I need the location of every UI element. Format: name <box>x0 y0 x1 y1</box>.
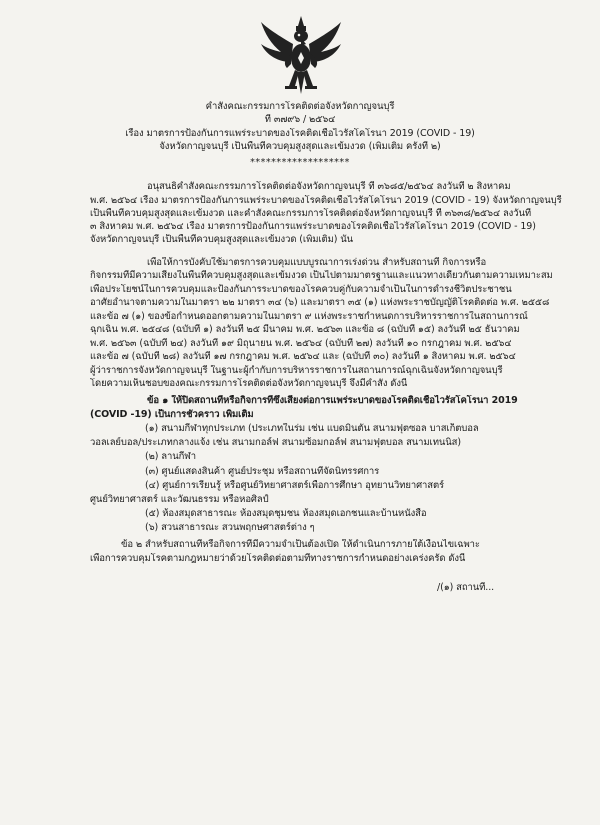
body-line: อนุสนธิคำสั่งคณะกรรมการโรคติดต่อจังหวัดกาญจนบุรี ที่ ๓๖๘๕/๒๕๖๔ ลงวันที่ ๒ สิงหาคม <box>147 181 511 192</box>
clause-1-heading: ข้อ ๑ ให้ปิดสถานที่หรือกิจการที่ซึ่งเสี่ยงต่อการแพร่ระบาดของโรคติดเชื้อไวรัสโคโรนา 2019 <box>147 395 518 406</box>
body-line: โดยความเห็นชอบของคณะกรรมการโรคติดต่อจังหวัดกาญจนบุรี จึงมีคำสั่ง ดังนี้ <box>90 378 408 389</box>
list-item: (๖) สวนสาธารณะ สวนพฤกษศาสตร์ต่าง ๆ <box>145 522 315 533</box>
body-line: ๓ สิงหาคม พ.ศ. ๒๕๖๔ เรื่อง มาตรการป้องกันการแพร่ระบาดของโรคติดเชื้อไวรัสโคโรนา 2019 (COVID - 19) <box>90 221 536 232</box>
list-item: (๕) ห้องสมุดสาธารณะ ห้องสมุดชุมชน ห้องสมุดเอกชนและบ้านหนังสือ <box>145 508 427 519</box>
subject-line-1: เรื่อง มาตรการป้องกันการแพร่ระบาดของโรคติดเชื้อไวรัสโคโรนา 2019 (COVID - 19) <box>125 128 475 139</box>
clause-2: ข้อ ๒ สำหรับสถานที่หรือกิจการที่มีความจำเป็นต้องเปิด ให้ดำเนินการภายใต้เงื่อนไขเฉพาะ <box>121 539 480 550</box>
list-item: ศูนย์วิทยาศาสตร์ และวัฒนธรรม หรือหอศิลป์ <box>90 494 269 505</box>
list-item: (๒) ลานกีฬา <box>145 451 196 462</box>
body-line: เป็นพื้นที่ควบคุมสูงสุดและเข้มงวด และคำสั่งคณะกรรมการโรคติดต่อจังหวัดกาญจนบุรี ที่ ๓๖๓๘/๒๕๖๔ ลงวันที่ <box>90 208 532 219</box>
body-line: กิจกรรมที่มีความเสี่ยงในพื้นที่ควบคุมสูงสุดและเข้มงวด เป็นไปตามมาตรฐานและแนวทางเดียวกันตามความเหมาะสม <box>90 270 553 281</box>
list-item: (๑) สนามกีฬาทุกประเภท (ประเภทในร่ม เช่น แบดมินตัน สนามฟุตซอล บาสเก็ตบอล <box>145 423 479 434</box>
list-item: (๔) ศูนย์การเรียนรู้ หรือศูนย์วิทยาศาสตร์เพื่อการศึกษา อุทยานวิทยาศาสตร์ <box>145 480 445 491</box>
body-line: เพื่อให้การบังคับใช้มาตรการควบคุมแบบบูรณาการเร่งด่วน สำหรับสถานที่ กิจการหรือ <box>147 257 487 268</box>
order-number: ที่ ๓๗๙๖ / ๒๕๖๔ <box>264 114 336 125</box>
body-line: และข้อ ๗ (๑) ของข้อกำหนดออกตามความในมาตรา ๙ แห่งพระราชกำหนดการบริหารราชการในสถานการณ์ <box>90 311 528 322</box>
list-item: วอลเลย์บอล/ประเภทกลางแจ้ง เช่น สนามกอล์ฟ สนามซ้อมกอล์ฟ สนามฟุตบอล สนามเทนนิส) <box>90 437 461 448</box>
subject-line-2: จังหวัดกาญจนบุรี เป็นพื้นที่ควบคุมสูงสุดและเข้มงวด (เพิ่มเติม ครั้งที่ ๒) <box>159 141 441 152</box>
list-item: (๓) ศูนย์แสดงสินค้า ศูนย์ประชุม หรือสถานที่จัดนิทรรศการ <box>145 466 380 477</box>
body-line: เพื่อประโยชน์ในการควบคุมและป้องกันการระบาดของโรคควบคู่กับความจำเป็นในการดำรงชีวิตประชาชน <box>90 284 512 295</box>
clause-1-heading-cont: (COVID -19) เป็นการชั่วคราว เพิ่มเติม <box>90 409 254 420</box>
body-line: จังหวัดกาญจนบุรี เป็นพื้นที่ควบคุมสูงสุดและเข้มงวด (เพิ่มเติม) นั้น <box>90 234 354 245</box>
body-line: และข้อ ๗ (ฉบับที่ ๒๘) ลงวันที่ ๑๗ กรกฎาคม พ.ศ. ๒๕๖๔ และ (ฉบับที่ ๓๐) ลงวันที่ ๑ สิงหาคม พ.ศ. ๒๕๖๔ <box>90 351 516 362</box>
body-line: ฉุกเฉิน พ.ศ. ๒๕๔๘ (ฉบับที่ ๑) ลงวันที่ ๒๕ มีนาคม พ.ศ. ๒๕๖๓ และข้อ ๘ (ฉบับที่ ๑๕) ลงวันที่ ๒๕ ธันวาคม <box>90 324 520 335</box>
agency-title: คำสั่งคณะกรรมการโรคติดต่อจังหวัดกาญจนบุรี <box>205 101 395 112</box>
body-line: พ.ศ. ๒๕๖๔ เรื่อง มาตรการป้องกันการแพร่ระบาดของโรคติดเชื้อไวรัสโคโรนา 2019 (COVID - 19) จังหวัดกาญจนบุรี <box>90 195 562 206</box>
clause-2-cont: เพื่อการควบคุมโรคตามกฎหมายว่าด้วยโรคติดต่อตามที่ทางราชการกำหนดอย่างเคร่งครัด ดังนี้ <box>90 553 466 564</box>
body-line: อาศัยอำนาจตามความในมาตรา ๒๒ มาตรา ๓๔ (๖) และมาตรา ๓๕ (๑) แห่งพระราชบัญญัติโรคติดต่อ พ.ศ. ๒๕๕๘ <box>90 297 550 308</box>
continuation-marker: /(๑) สถานที่... <box>437 582 495 593</box>
body-line: ผู้ว่าราชการจังหวัดกาญจนบุรี ในฐานะผู้กำกับการบริหารราชการในสถานการณ์ฉุกเฉินจังหวัดกาญจนบุรี <box>90 365 503 376</box>
separator-stars: ******************* <box>250 157 350 168</box>
body-line: พ.ศ. ๒๕๖๓ (ฉบับที่ ๒๔) ลงวันที่ ๑๙ มิถุนายน พ.ศ. ๒๕๖๔ (ฉบับที่ ๒๗) ลงวันที่ ๑๐ กรกฎาคม พ.ศ. ๒๕๖๔ <box>90 338 512 349</box>
garuda-emblem-icon <box>257 14 345 98</box>
